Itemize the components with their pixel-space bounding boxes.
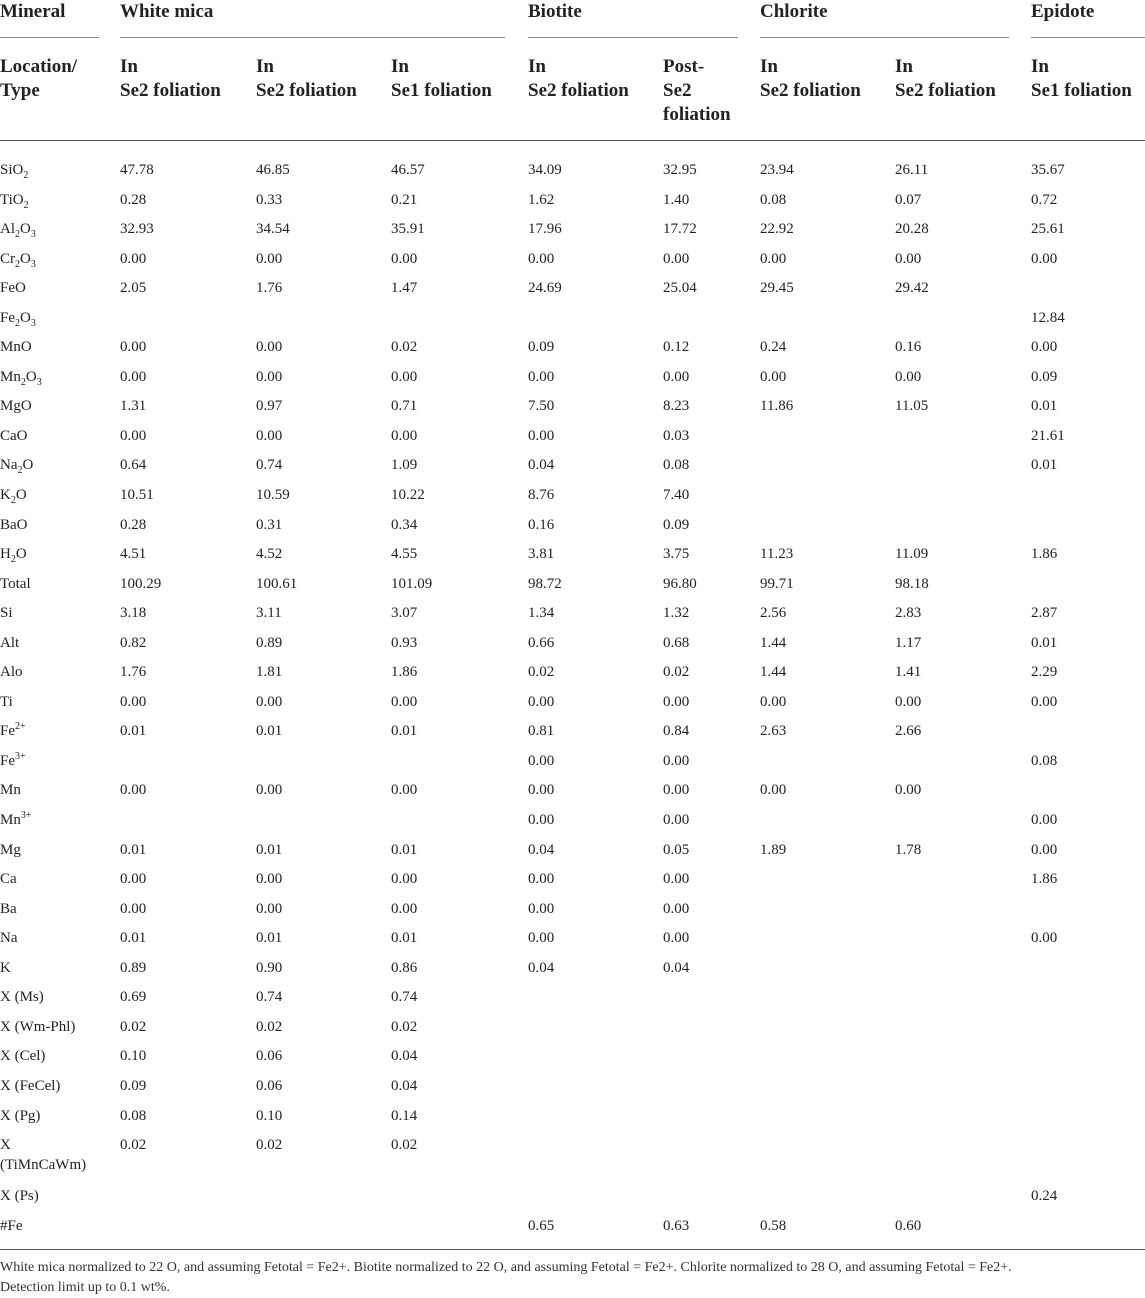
table-cell: 1.34 <box>528 605 555 621</box>
table-cell: 1.40 <box>663 192 690 208</box>
table-cell: 0.00 <box>1031 930 1058 946</box>
table-cell: 0.01 <box>1031 398 1058 414</box>
table-cell: 0.02 <box>391 1019 418 1035</box>
table-cell: 100.29 <box>120 576 162 592</box>
table-cell: 0.01 <box>256 842 283 858</box>
table-cell: 2.66 <box>895 723 922 739</box>
table-cell: 0.12 <box>663 339 690 355</box>
row-label: $Fe^{3+}$ <box>0 751 26 769</box>
row-label: Mg <box>0 842 21 858</box>
table-cell: 0.02 <box>391 339 418 355</box>
rule-biotite <box>528 37 738 38</box>
row-label: Ti <box>0 694 13 710</box>
table-cell: 0.00 <box>1031 694 1058 710</box>
row-label: X (Ps) <box>0 1188 39 1204</box>
row-label: $Fe^{2+}$ <box>0 721 26 739</box>
row-label: X (Pg) <box>0 1108 41 1124</box>
table-cell: 0.24 <box>760 339 787 355</box>
table-cell: 1.17 <box>895 635 922 651</box>
table-cell: 1.76 <box>120 664 147 680</box>
table-cell: 0.89 <box>120 960 147 976</box>
group-white-mica: White mica <box>120 1 214 22</box>
footnote-line: White mica normalized to 22 O, and assuming Fetotal = Fe2+. Biotite normalized to 22 O, and assuming Fetotal = Fe2+. Chlorite normalized to 28 O, and assuming Fetotal = Fe2+. <box>0 1260 1012 1275</box>
table-cell: 0.00 <box>391 369 418 385</box>
table-cell: 0.24 <box>1031 1188 1058 1204</box>
table-cell: 0.00 <box>528 901 555 917</box>
table-cell: 0.09 <box>528 339 555 355</box>
row-label: Alo <box>0 664 23 680</box>
table-cell: 0.04 <box>528 842 555 858</box>
row-label: X (TiMnCaWm) <box>0 1137 87 1173</box>
table-cell: 10.51 <box>120 487 154 503</box>
table-cell: 0.21 <box>391 192 418 208</box>
table-cell: 0.02 <box>256 1019 283 1035</box>
row-label: MgO <box>0 398 32 414</box>
table-cell: 0.01 <box>391 842 418 858</box>
table-cell: 0.00 <box>663 753 690 769</box>
table-cell: 1.86 <box>1031 871 1058 887</box>
row-label: X (FeCel) <box>0 1078 61 1094</box>
table-cell: 1.44 <box>760 635 787 651</box>
table-cell: 0.00 <box>663 782 690 798</box>
table-cell: 0.02 <box>528 664 555 680</box>
table-cell: 3.18 <box>120 605 147 621</box>
table-cell: 0.00 <box>256 901 283 917</box>
table-cell: 1.09 <box>391 457 418 473</box>
table-cell: 0.00 <box>663 251 690 267</box>
table-cell: 0.00 <box>528 251 555 267</box>
table-cell: 0.66 <box>528 635 555 651</box>
row-label: SiO$_2$ <box>0 162 29 181</box>
table-cell: 10.59 <box>256 487 290 503</box>
header-rule <box>0 140 1145 141</box>
table-cell: 0.01 <box>391 930 418 946</box>
table-cell: 8.76 <box>528 487 555 503</box>
table-cell: 0.16 <box>528 517 555 533</box>
group-epidote: Epidote <box>1031 1 1095 22</box>
column-header: In Se2 foliation <box>256 56 357 101</box>
table-cell: 1.76 <box>256 280 283 296</box>
table-cell: 0.00 <box>895 694 922 710</box>
group-biotite: Biotite <box>528 1 582 22</box>
table-cell: 29.45 <box>760 280 794 296</box>
table-cell: 0.04 <box>391 1048 418 1064</box>
table-cell: 0.01 <box>1031 635 1058 651</box>
table-cell: 0.06 <box>256 1048 283 1064</box>
table-cell: 0.28 <box>120 517 147 533</box>
row-label: $Na_2O$ <box>0 457 34 476</box>
table-cell: 0.82 <box>120 635 147 651</box>
table-cell: 0.01 <box>256 930 283 946</box>
table-cell: 1.86 <box>1031 546 1058 562</box>
table-cell: 2.56 <box>760 605 787 621</box>
table-cell: 46.85 <box>256 162 290 178</box>
table-cell: 7.50 <box>528 398 555 414</box>
row-label: Si <box>0 605 13 621</box>
rule-chlorite <box>760 37 1009 38</box>
table-cell: 0.02 <box>256 1137 283 1153</box>
table-cell: 0.00 <box>120 901 147 917</box>
table-cell: 0.00 <box>895 251 922 267</box>
table-cell: 0.00 <box>1031 251 1058 267</box>
table-cell: 2.87 <box>1031 605 1058 621</box>
table-cell: 3.75 <box>663 546 690 562</box>
table-cell: 0.72 <box>1031 192 1058 208</box>
table-cell: 0.00 <box>528 782 555 798</box>
row-label: $Cr_2O_3$ <box>0 251 36 270</box>
table-cell: 2.29 <box>1031 664 1058 680</box>
table-cell: 0.01 <box>120 930 147 946</box>
table-cell: 0.08 <box>663 457 690 473</box>
table-cell: 0.10 <box>256 1108 283 1124</box>
row-label: $Mn^{3+}$ <box>0 810 32 828</box>
table-cell: 0.86 <box>391 960 418 976</box>
table-cell: 0.84 <box>663 723 690 739</box>
table-cell: 0.00 <box>256 339 283 355</box>
column-header: In Se1 foliation <box>391 56 492 101</box>
table-cell: 0.00 <box>1031 339 1058 355</box>
table-cell: 7.40 <box>663 487 690 503</box>
table-cell: 0.74 <box>256 989 283 1005</box>
table-cell: 0.89 <box>256 635 283 651</box>
table-cell: 0.04 <box>663 960 690 976</box>
table-cell: 0.00 <box>528 871 555 887</box>
table-cell: 1.47 <box>391 280 418 296</box>
header-mineral-label: Mineral <box>0 1 66 22</box>
rule-mineral <box>0 37 99 38</box>
table-cell: 0.10 <box>120 1048 147 1064</box>
table-cell: 0.09 <box>1031 369 1058 385</box>
table-cell: 3.11 <box>256 605 282 621</box>
table-cell: 0.00 <box>256 694 283 710</box>
table-cell: 0.00 <box>760 694 787 710</box>
table-cell: 0.68 <box>663 635 690 651</box>
row-label: X (Wm-Phl) <box>0 1019 76 1035</box>
table-cell: 11.09 <box>895 546 929 562</box>
table-cell: 0.00 <box>528 753 555 769</box>
table-cell: 0.34 <box>391 517 418 533</box>
table-cell: 0.28 <box>120 192 147 208</box>
table-cell: 34.54 <box>256 221 290 237</box>
table-cell: 0.00 <box>663 930 690 946</box>
table-cell: 11.86 <box>760 398 794 414</box>
table-cell: 0.64 <box>120 457 147 473</box>
table-cell: 4.52 <box>256 546 283 562</box>
rule-white-mica <box>120 37 505 38</box>
table-cell: 25.61 <box>1031 221 1065 237</box>
table-cell: 1.86 <box>391 664 418 680</box>
table-cell: 0.00 <box>256 782 283 798</box>
table-cell: 100.61 <box>256 576 298 592</box>
row-label: Ca <box>0 871 17 887</box>
table-cell: 0.00 <box>663 812 690 828</box>
table-cell: 20.28 <box>895 221 929 237</box>
table-cell: 0.08 <box>1031 753 1058 769</box>
table-cell: 0.09 <box>120 1078 147 1094</box>
row-label: $H_2O$ <box>0 546 27 565</box>
table-cell: 0.01 <box>120 842 147 858</box>
row-label: #Fe <box>0 1218 23 1234</box>
table-cell: 98.72 <box>528 576 562 592</box>
table-cell: 0.00 <box>760 782 787 798</box>
table-cell: 0.97 <box>256 398 283 414</box>
table-cell: 0.31 <box>256 517 283 533</box>
column-header: Post- Se2 foliation <box>663 56 731 125</box>
table-cell: 11.23 <box>760 546 794 562</box>
table-cell: 0.81 <box>528 723 555 739</box>
table-cell: 0.01 <box>1031 457 1058 473</box>
table-cell: 0.16 <box>895 339 922 355</box>
table-bottom-rule <box>0 1249 1145 1250</box>
table-cell: 0.00 <box>256 251 283 267</box>
table-cell: 0.00 <box>256 428 283 444</box>
table-cell: 0.74 <box>391 989 418 1005</box>
table-cell: 0.90 <box>256 960 283 976</box>
row-label: FeO <box>0 280 26 296</box>
location-label: Location/ Type <box>0 56 78 101</box>
table-cell: 23.94 <box>760 162 794 178</box>
table-cell: 0.06 <box>256 1078 283 1094</box>
table-cell: 12.84 <box>1031 310 1065 326</box>
table-cell: 99.71 <box>760 576 794 592</box>
row-label: $Mn_2O_3$ <box>0 369 42 388</box>
table-cell: 0.00 <box>256 369 283 385</box>
table-cell: 0.02 <box>391 1137 418 1153</box>
table-cell: 11.05 <box>895 398 929 414</box>
row-label: Mn <box>0 782 21 798</box>
table-cell: 26.11 <box>895 162 929 178</box>
row-label: MnO <box>0 339 32 355</box>
table-cell: 0.00 <box>895 369 922 385</box>
table-cell: 0.00 <box>663 369 690 385</box>
table-cell: 0.04 <box>391 1078 418 1094</box>
table-cell: 1.78 <box>895 842 922 858</box>
table-cell: 4.51 <box>120 546 147 562</box>
table-cell: 0.03 <box>663 428 690 444</box>
table-cell: 0.02 <box>120 1019 147 1035</box>
column-header: In Se2 foliation <box>760 56 861 101</box>
table-cell: 0.69 <box>120 989 147 1005</box>
table-cell: 0.00 <box>120 251 147 267</box>
table-cell: 0.00 <box>391 901 418 917</box>
row-label: X (Cel) <box>0 1048 46 1064</box>
table-cell: 0.09 <box>663 517 690 533</box>
table-cell: 47.78 <box>120 162 154 178</box>
column-header: In Se2 foliation <box>120 56 221 101</box>
table-cell: 98.18 <box>895 576 929 592</box>
table-cell: 1.81 <box>256 664 283 680</box>
table-cell: 25.04 <box>663 280 697 296</box>
row-label: $K_2O$ <box>0 487 27 506</box>
table-cell: 0.01 <box>256 723 283 739</box>
row-label: TiO$_2$ <box>0 192 29 211</box>
table-cell: 0.00 <box>120 871 147 887</box>
table-cell: 0.00 <box>120 339 147 355</box>
table-cell: 0.00 <box>663 694 690 710</box>
table-cell: 0.01 <box>120 723 147 739</box>
table-cell: 4.55 <box>391 546 418 562</box>
row-label: $Fe_2O_3$ <box>0 310 36 329</box>
table-cell: 0.33 <box>256 192 283 208</box>
table-cell: 1.41 <box>895 664 922 680</box>
table-cell: 2.83 <box>895 605 922 621</box>
table-cell: 0.04 <box>528 457 555 473</box>
table-cell: 34.09 <box>528 162 562 178</box>
table-cell: 0.71 <box>391 398 418 414</box>
table-cell: 0.00 <box>120 369 147 385</box>
table-cell: 3.81 <box>528 546 555 562</box>
table-cell: 24.69 <box>528 280 562 296</box>
table-cell: 8.23 <box>663 398 690 414</box>
row-label: CaO <box>0 428 28 444</box>
table-cell: 46.57 <box>391 162 425 178</box>
table-cell: 2.05 <box>120 280 147 296</box>
table-cell: 0.00 <box>391 251 418 267</box>
table-cell: 0.00 <box>760 369 787 385</box>
table-cell: 1.89 <box>760 842 787 858</box>
table-cell: 1.62 <box>528 192 555 208</box>
row-label: Ba <box>0 901 17 917</box>
table-cell: 0.00 <box>1031 812 1058 828</box>
table-cell: 2.63 <box>760 723 787 739</box>
table-cell: 0.07 <box>895 192 922 208</box>
table-cell: 0.02 <box>663 664 690 680</box>
table-cell: 0.02 <box>120 1137 147 1153</box>
group-chlorite: Chlorite <box>760 1 828 22</box>
table-cell: 96.80 <box>663 576 697 592</box>
table-cell: 0.00 <box>760 251 787 267</box>
table-cell: 0.00 <box>391 871 418 887</box>
table-cell: 0.00 <box>528 694 555 710</box>
table-cell: 32.93 <box>120 221 154 237</box>
table-cell: 32.95 <box>663 162 697 178</box>
table-cell: 0.00 <box>391 694 418 710</box>
table-cell: 35.67 <box>1031 162 1065 178</box>
table-cell: 0.60 <box>895 1218 922 1234</box>
table-cell: 3.07 <box>391 605 418 621</box>
table-cell: 0.93 <box>391 635 418 651</box>
table-cell: 0.58 <box>760 1218 787 1234</box>
table-cell: 0.00 <box>391 782 418 798</box>
table-cell: 0.00 <box>663 871 690 887</box>
table-cell: 17.72 <box>663 221 697 237</box>
table-cell: 0.00 <box>528 930 555 946</box>
row-label: K <box>0 960 11 976</box>
table-cell: 29.42 <box>895 280 929 296</box>
column-header: In Se2 foliation <box>528 56 629 101</box>
row-label: Total <box>0 576 31 592</box>
table-cell: 1.31 <box>120 398 147 414</box>
table-cell: 0.00 <box>120 428 147 444</box>
table-cell: 0.01 <box>391 723 418 739</box>
footnote-line: Detection limit up to 0.1 wt%. <box>0 1280 170 1295</box>
column-header: In Se1 foliation <box>1031 56 1132 101</box>
row-label: $Al_2O_3$ <box>0 221 36 240</box>
table-cell: 0.00 <box>528 428 555 444</box>
table-cell: 21.61 <box>1031 428 1065 444</box>
row-label: BaO <box>0 517 28 533</box>
table-cell: 0.63 <box>663 1218 690 1234</box>
table-footnote <box>0 1258 1145 1298</box>
table-cell: 0.08 <box>760 192 787 208</box>
rule-epidote <box>1031 37 1145 38</box>
table-cell: 0.00 <box>120 694 147 710</box>
table-cell: 10.22 <box>391 487 425 503</box>
table-cell: 0.00 <box>1031 842 1058 858</box>
table-cell: 0.00 <box>895 782 922 798</box>
row-label: Alt <box>0 635 20 651</box>
table-cell: 0.00 <box>528 369 555 385</box>
table-cell: 0.00 <box>256 871 283 887</box>
row-label: Na <box>0 930 18 946</box>
table-cell: 0.04 <box>528 960 555 976</box>
table-cell: 1.32 <box>663 605 690 621</box>
table-cell: 0.65 <box>528 1218 555 1234</box>
table-cell: 0.14 <box>391 1108 418 1124</box>
table-cell: 0.00 <box>391 428 418 444</box>
table-cell: 0.74 <box>256 457 283 473</box>
column-header: In Se2 foliation <box>895 56 996 101</box>
table-cell: 22.92 <box>760 221 794 237</box>
table-cell: 101.09 <box>391 576 433 592</box>
table-cell: 0.05 <box>663 842 690 858</box>
table-cell: 0.00 <box>528 812 555 828</box>
table-cell: 35.91 <box>391 221 425 237</box>
table-cell: 0.00 <box>120 782 147 798</box>
table-cell: 17.96 <box>528 221 562 237</box>
table-cell: 0.08 <box>120 1108 147 1124</box>
table-cell: 0.00 <box>663 901 690 917</box>
table-cell: 1.44 <box>760 664 787 680</box>
row-label: X (Ms) <box>0 989 44 1005</box>
